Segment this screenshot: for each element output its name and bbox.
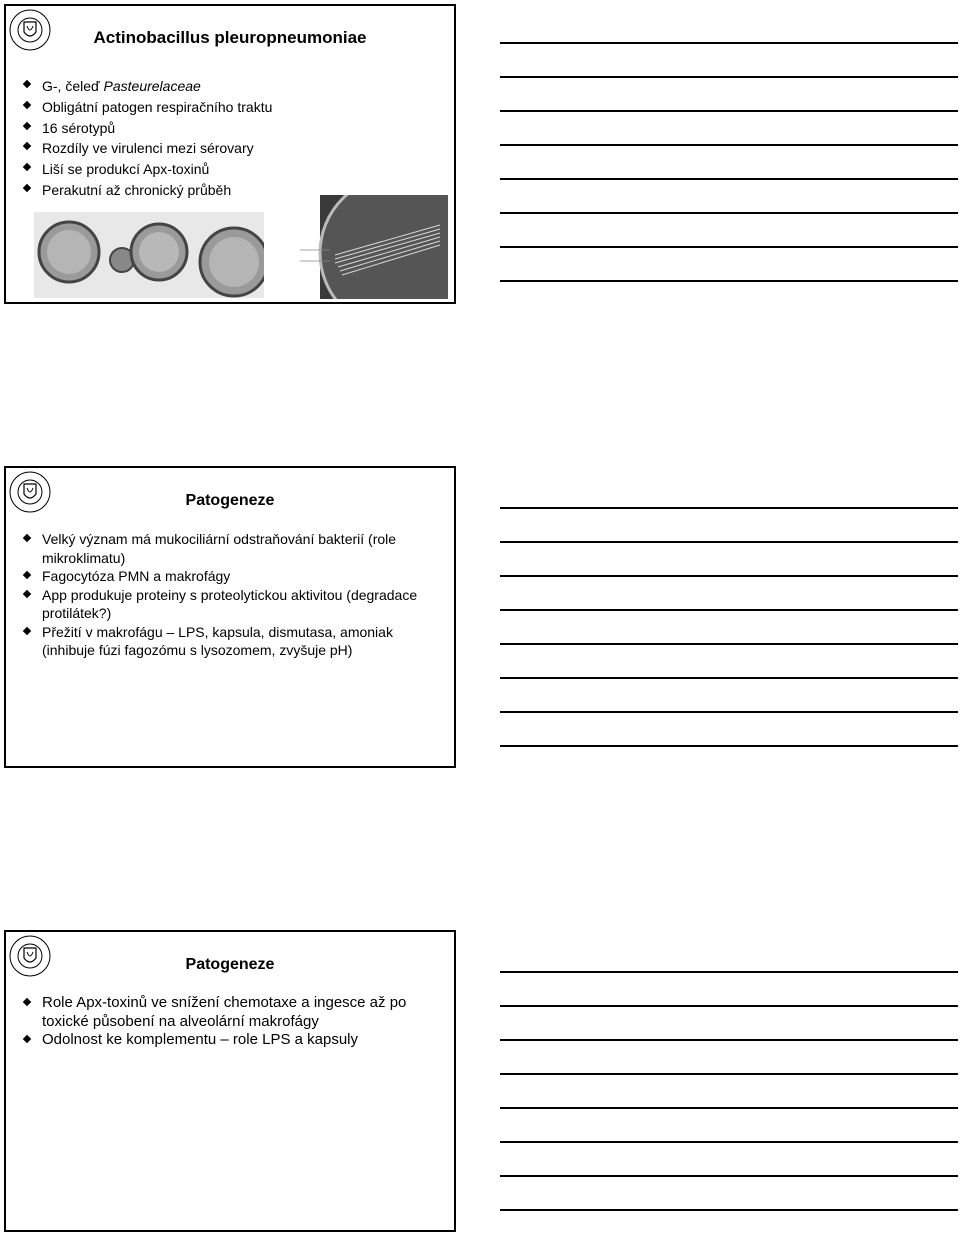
notes-lines-2 [500,507,958,747]
list-item [24,97,446,118]
bullet-text: Obligátní patogen respiračního traktu [42,98,273,115]
notes-lines-1 [500,42,958,282]
bullet-text: Fagocytóza PMN a makrofágy [42,568,231,584]
diamond-bullet-icon [23,626,31,634]
micrograph-image [34,212,264,298]
diamond-bullet-icon [23,1035,31,1043]
diamond-bullet-icon [23,101,31,109]
bullet-text: Role Apx-toxinů ve snížení chemotaxe a ingesce až po toxické působení na alveolární makrofágy [42,994,407,1030]
list-item [24,623,446,660]
slide-3 [4,930,456,1232]
bullet-list [24,994,446,1050]
bullet-list [24,530,446,660]
list-item [24,994,446,1031]
diamond-bullet-icon [23,121,31,129]
diamond-bullet-icon [23,589,31,597]
list-item [24,118,446,139]
slide-title: Actinobacillus pleuropneumoniae [93,28,367,47]
bullet-text: App produkuje proteiny s proteolytickou aktivitou (degradace protilátek?) [42,586,418,621]
bullet-text: Přežití v makrofágu – LPS, kapsula, dismutasa, amoniak (inhibuje fúzi fagozómu s lysozomem, zvyšuje pH) [42,623,393,658]
list-item [24,567,446,586]
bullet-text: Rozdíly ve virulenci mezi sérovary [42,140,254,157]
diamond-bullet-icon [23,80,31,88]
list-item [24,76,446,97]
list-item [24,138,446,159]
slide-title: Patogeneze [185,956,275,973]
list-item [24,1031,446,1050]
culture-plate-image [290,195,448,299]
slide-title: Patogeneze [185,492,275,509]
bullet-text: Odolnost ke komplementu – role LPS a kapsuly [42,1031,359,1048]
diamond-bullet-icon [23,571,31,579]
bullet-text: Liší se produkcí Apx-toxinů [42,161,210,178]
list-item [24,586,446,623]
bullet-text: Velký význam má mukociliární odstraňování bakterií (role mikroklimatu) [42,531,397,566]
bullet-text: Perakutní až chronický průběh [42,181,232,198]
diamond-bullet-icon [23,142,31,150]
bullet-text: G-, čeleď Pasteurelaceae [42,78,201,94]
diamond-bullet-icon [23,534,31,542]
bullet-list [24,76,446,201]
slide-1 [4,4,456,304]
bullet-text: 16 sérotypů [42,119,116,136]
diamond-bullet-icon [23,184,31,192]
notes-lines-3 [500,971,958,1211]
list-item [24,159,446,180]
diamond-bullet-icon [23,998,31,1006]
slide-2 [4,466,456,768]
diamond-bullet-icon [23,163,31,171]
list-item [24,530,446,567]
